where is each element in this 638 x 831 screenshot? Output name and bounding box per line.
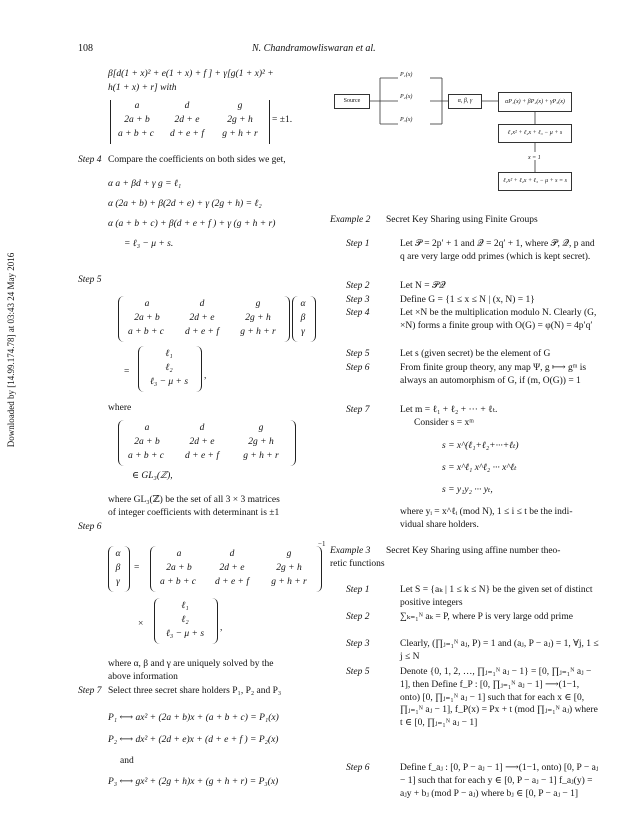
- mat-cell: d: [229, 549, 235, 559]
- share-p1: P₁ ⟷ ax² + (2a + b)x + (a + b + c) = P₁(x): [108, 713, 279, 723]
- ex2-title-text: Secret Key Sharing using Finite Groups: [386, 215, 538, 225]
- det-equals: = ±1.: [272, 115, 293, 125]
- intro-line-2: h(1 + x) + r] with: [108, 83, 177, 93]
- mat-cell: a: [144, 299, 150, 309]
- step4-text: Compare the coefficients on both sides we get,: [108, 155, 286, 165]
- mat-cell: 2a + b: [134, 313, 160, 323]
- coef-eq-1: α a + βd + γ g = ℓ₁: [108, 179, 182, 189]
- vec-cell: α: [115, 549, 121, 559]
- det-cell: g: [237, 101, 243, 111]
- mat-cell: 2d + e: [219, 563, 245, 573]
- quadratic-node: ℓ₁x² + ℓ₂x + ℓ₃ − μ + s: [498, 124, 572, 143]
- det-cell: g + h + r: [222, 129, 258, 139]
- det-cell: a: [134, 101, 140, 111]
- vec-cell: ℓ₃ − μ + s: [149, 377, 189, 387]
- ex2-title: Example 2: [330, 215, 371, 225]
- mat-cell: d + e + f: [185, 451, 219, 461]
- mat-cell: 2d + e: [189, 313, 215, 323]
- det-cell: a + b + c: [117, 129, 155, 139]
- p2-label: P₂(x): [400, 94, 413, 100]
- det-cell: d + e + f: [170, 129, 204, 139]
- ex2-s1: s = x^(ℓ₁+ℓ₂+···+ℓₜ): [442, 441, 519, 451]
- coef-eq-2: α (2a + b) + β(2d + e) + γ (2g + h) = ℓ₂: [108, 199, 262, 209]
- step5-label: Step 5: [78, 275, 102, 285]
- coef-eq-4: = ℓ₃ − μ + s.: [124, 239, 174, 249]
- share-p2: P₂ ⟷ dx² + (2d + e)x + (d + e + f ) = P₂(x): [108, 735, 279, 745]
- mat-cell: 2a + b: [134, 437, 160, 447]
- page-number: 108: [78, 43, 93, 54]
- vec-cell: ℓ₃ − μ + s: [165, 629, 205, 639]
- mat-cell: g + h + r: [243, 451, 279, 461]
- gl-description-1: where GL₃(ℤ) be the set of all 3 × 3 matrices: [108, 495, 280, 505]
- secret-node: ℓ₁x² + ℓ₂x + ℓ₃ − μ + s = s: [498, 172, 572, 191]
- vec-cell: ℓ₁: [181, 601, 189, 611]
- vec-cell: β: [300, 313, 306, 323]
- mat-cell: g: [255, 299, 261, 309]
- ex2-s2: s = x^ℓ₁ x^ℓ₂ ··· x^ℓₜ: [442, 463, 517, 473]
- x-equals-1: x = 1: [528, 155, 541, 161]
- comma: ,: [220, 623, 223, 633]
- where-text: where: [108, 403, 132, 413]
- running-head: N. Chandramowliswaran et al.: [252, 43, 376, 54]
- mat-cell: a: [144, 423, 150, 433]
- det-cell: 2d + e: [174, 115, 200, 125]
- det-cell: 2g + h: [227, 115, 253, 125]
- vec-cell: ℓ₁: [165, 349, 173, 359]
- mat-cell: d: [199, 423, 205, 433]
- p3-label: P₃(x): [400, 117, 413, 123]
- ex3-title-text-2: retic functions: [330, 559, 385, 569]
- p1-label: P₁(x): [400, 72, 413, 78]
- step7-text: Select three secret share holders P₁, P₂ and P₃: [108, 686, 282, 696]
- ex3-title: Example 3: [330, 546, 371, 556]
- mat-cell: a + b + c: [159, 577, 197, 587]
- ex2-consider: Consider s = xᵐ: [414, 418, 474, 428]
- vec-cell: β: [115, 563, 121, 573]
- gl-description-2: of integer coefficients with determinant is ±1: [108, 508, 280, 518]
- det-cell: d: [184, 101, 190, 111]
- mat-cell: 2d + e: [189, 437, 215, 447]
- mat-cell: 2g + h: [245, 313, 271, 323]
- mat-cell: g: [286, 549, 292, 559]
- mat-cell: 2a + b: [166, 563, 192, 573]
- step4-label: Step 4: [78, 155, 102, 165]
- vec-cell: ℓ₂: [165, 363, 173, 373]
- ex3-title-text: Secret Key Sharing using affine number theo-: [386, 546, 561, 556]
- solution-note-1: where α, β and γ are uniquely solved by the: [108, 659, 274, 669]
- ex2-where-2: vidual share holders.: [400, 520, 479, 530]
- mat-cell: d: [199, 299, 205, 309]
- mat-cell: d + e + f: [215, 577, 249, 587]
- step7-label: Step 7: [78, 686, 102, 696]
- ex2-s3: s = y₁y₂ ··· yₜ,: [442, 485, 493, 495]
- mat-cell: 2g + h: [276, 563, 302, 573]
- mat-cell: g + h + r: [240, 327, 276, 337]
- mat-cell: d + e + f: [185, 327, 219, 337]
- share-p3: P₃ ⟷ gx² + (2g + h)x + (g + h + r) = P₃(x): [108, 777, 279, 787]
- vec-cell: ℓ₂: [181, 615, 189, 625]
- mat-cell: g + h + r: [271, 577, 307, 587]
- vec-cell: γ: [116, 577, 120, 587]
- mat-cell: a + b + c: [127, 327, 165, 337]
- det-cell: 2a + b: [124, 115, 150, 125]
- step6-label: Step 6: [78, 522, 102, 532]
- inverse-exponent: −1: [318, 540, 326, 548]
- times-sign: ×: [138, 619, 144, 629]
- vec-cell: α: [300, 299, 306, 309]
- source-node: Source: [334, 94, 370, 109]
- comma: ,: [204, 371, 207, 381]
- coef-eq-3: α (a + b + c) + β(d + e + f ) + γ (g + h + r): [108, 219, 276, 229]
- intro-line-1: β[d(1 + x)² + e(1 + x) + f ] + γ[g(1 + x)² +: [108, 69, 274, 79]
- combination-node: αP₁(x) + βP₂(x) + γP₃(x): [498, 92, 572, 112]
- and-text: and: [120, 756, 134, 766]
- vec-cell: γ: [301, 327, 305, 337]
- mat-cell: 2g + h: [248, 437, 274, 447]
- solution-note-2: above information: [108, 672, 178, 682]
- mat-cell: a: [176, 549, 182, 559]
- equals-sign: =: [134, 563, 140, 573]
- mat-cell: g: [258, 423, 264, 433]
- download-watermark: Downloaded by [14.99.174.78] at 03:43 24 May 2016: [5, 252, 16, 448]
- ex2-where-1: where yᵢ = x^ℓᵢ (mod N), 1 ≤ i ≤ t be the indi-: [400, 507, 573, 517]
- equals-sign: =: [124, 367, 130, 377]
- gl3-membership: ∈ GL₃(ℤ),: [132, 471, 173, 481]
- mat-cell: a + b + c: [127, 451, 165, 461]
- abg-node: α, β, γ: [448, 94, 482, 109]
